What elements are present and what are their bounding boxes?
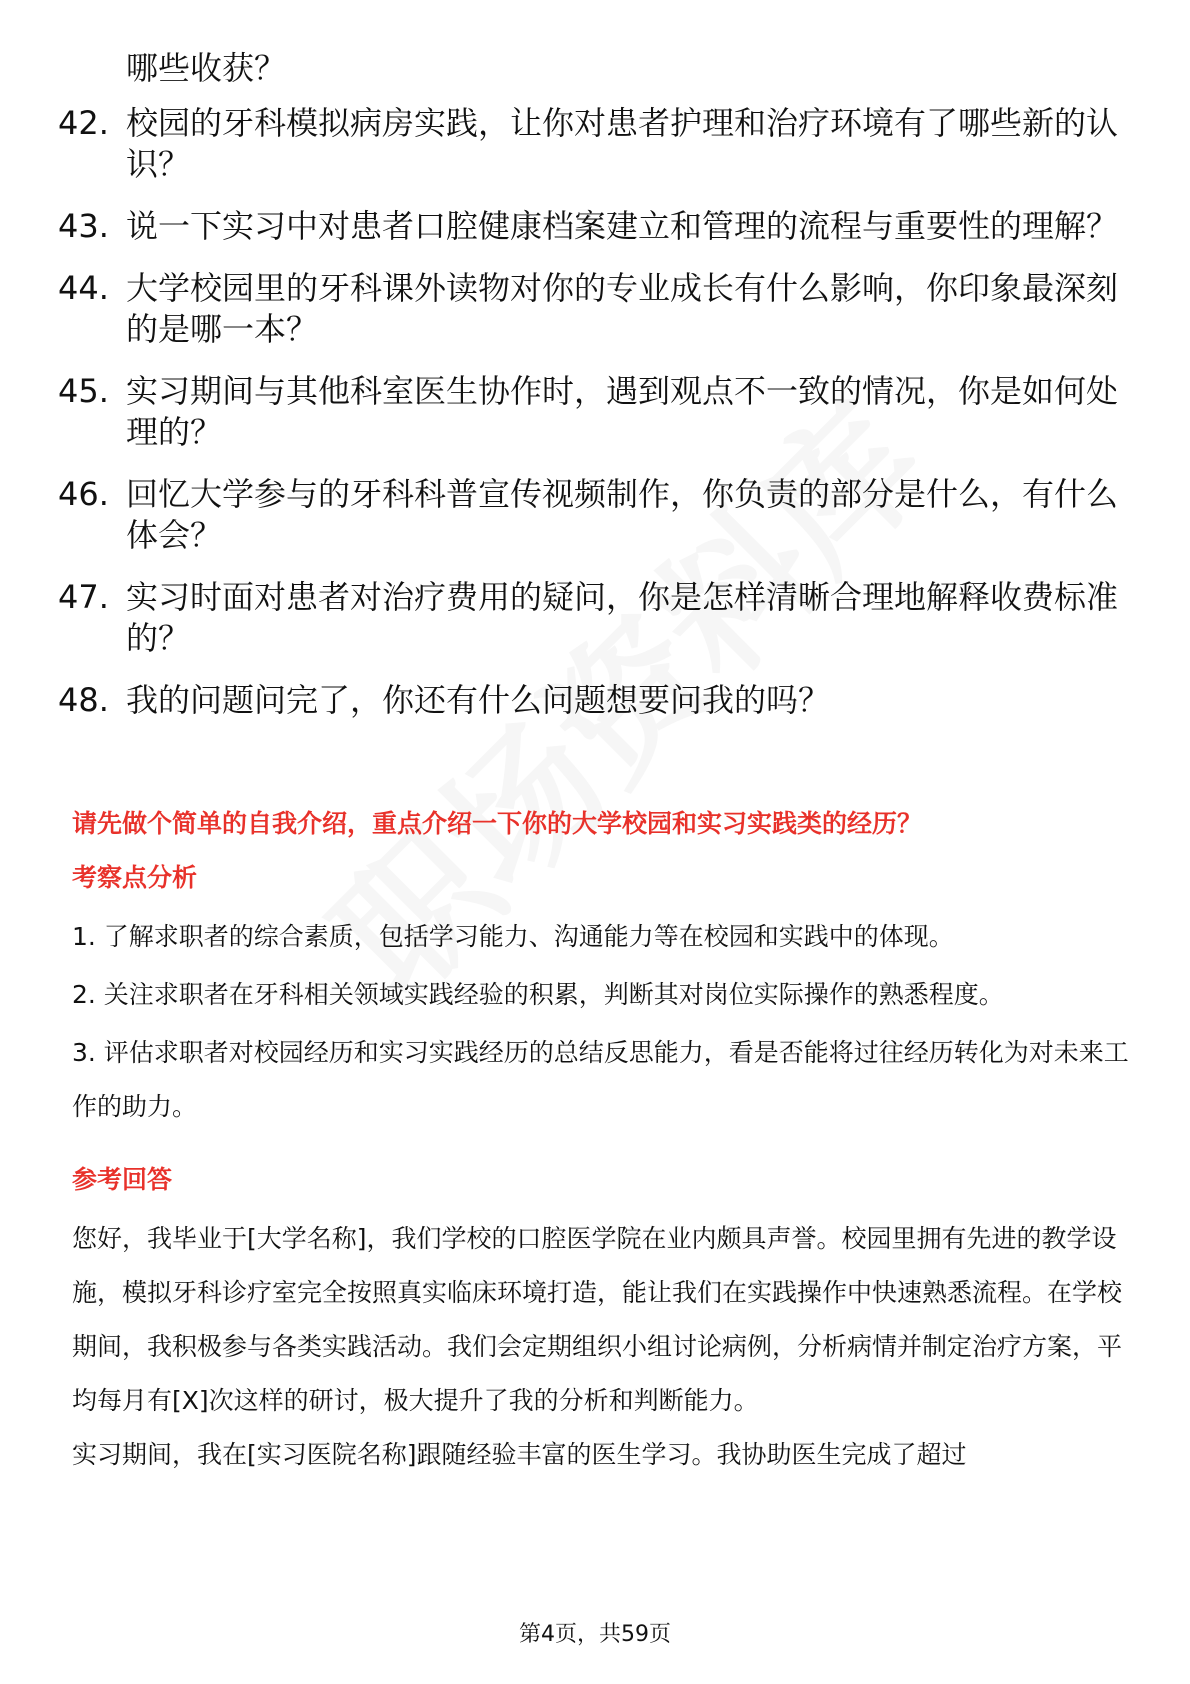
question-text: 大学校园里的牙科课外读物对你的专业成长有什么影响，你印象最深刻的是哪一本？ [126,269,1119,348]
reference-heading: 参考回答 [72,1165,173,1194]
question-item [58,680,1128,721]
question-list [58,48,1128,742]
page-number: 第4页，共59页 [519,1622,671,1647]
question-number: 44. [58,269,109,307]
question-number: 42. [58,104,109,142]
question-number: 46. [58,475,109,513]
question-text: 说一下实习中对患者口腔健康档案建立和管理的流程与重要性的理解？ [126,207,1119,245]
question-number: 48. [58,681,109,719]
question-item [58,206,1128,247]
reference-paragraph: 您好，我毕业于[大学名称]，我们学校的口腔医学院在业内颇具声誉。校园里拥有先进的教学设施，模拟牙科诊疗室完全按照真实临床环境打造，能让我们在实践操作中快速熟悉流程。在学校期间，我积极参与各类实践活动。我们会定期组织小组讨论病例，分析病情并制定治疗方案，平均每月有[X]次这样的研讨，极大提升了我的分析和判断能力。 [72,1224,1123,1415]
question-number: 47. [58,578,109,616]
question-continuation: 哪些收获？ [126,49,287,87]
question-number: 45. [58,372,109,410]
question-text: 我的问题问完了，你还有什么问题想要问我的吗？ [126,681,831,719]
question-text: 校园的牙科模拟病房实践，让你对患者护理和治疗环境有了哪些新的认识？ [126,104,1119,183]
reference-paragraph: 实习期间，我在[实习医院名称]跟随经验丰富的医生学习。我协助医生完成了超过 [72,1440,967,1469]
answer-section [72,806,1132,1482]
question-number: 43. [58,207,109,245]
question-item [58,474,1128,556]
analysis-point: 2. 关注求职者在牙科相关领域实践经验的积累，判断其对岗位实际操作的熟悉程度。 [72,980,1004,1009]
question-text: 实习期间与其他科室医生协作时，遇到观点不一致的情况，你是如何处理的？ [126,372,1119,451]
question-text: 回忆大学参与的牙科科普宣传视频制作，你负责的部分是什么，有什么体会？ [126,475,1119,554]
question-item [58,103,1128,185]
analysis-point: 1. 了解求职者的综合素质，包括学习能力、沟通能力等在校园和实践中的体现。 [72,922,954,951]
question-item [58,371,1128,453]
question-text: 实习时面对患者对治疗费用的疑问，你是怎样清晰合理地解释收费标准的？ [126,578,1119,657]
analysis-point: 3. 评估求职者对校园经历和实习实践经历的总结反思能力，看是否能将过往经历转化为对未来工作的助力。 [72,1038,1129,1121]
featured-question: 请先做个简单的自我介绍，重点介绍一下你的大学校园和实习实践类的经历？ [72,809,923,838]
analysis-heading: 考察点分析 [72,863,198,892]
question-item [58,268,1128,350]
question-item [58,577,1128,659]
